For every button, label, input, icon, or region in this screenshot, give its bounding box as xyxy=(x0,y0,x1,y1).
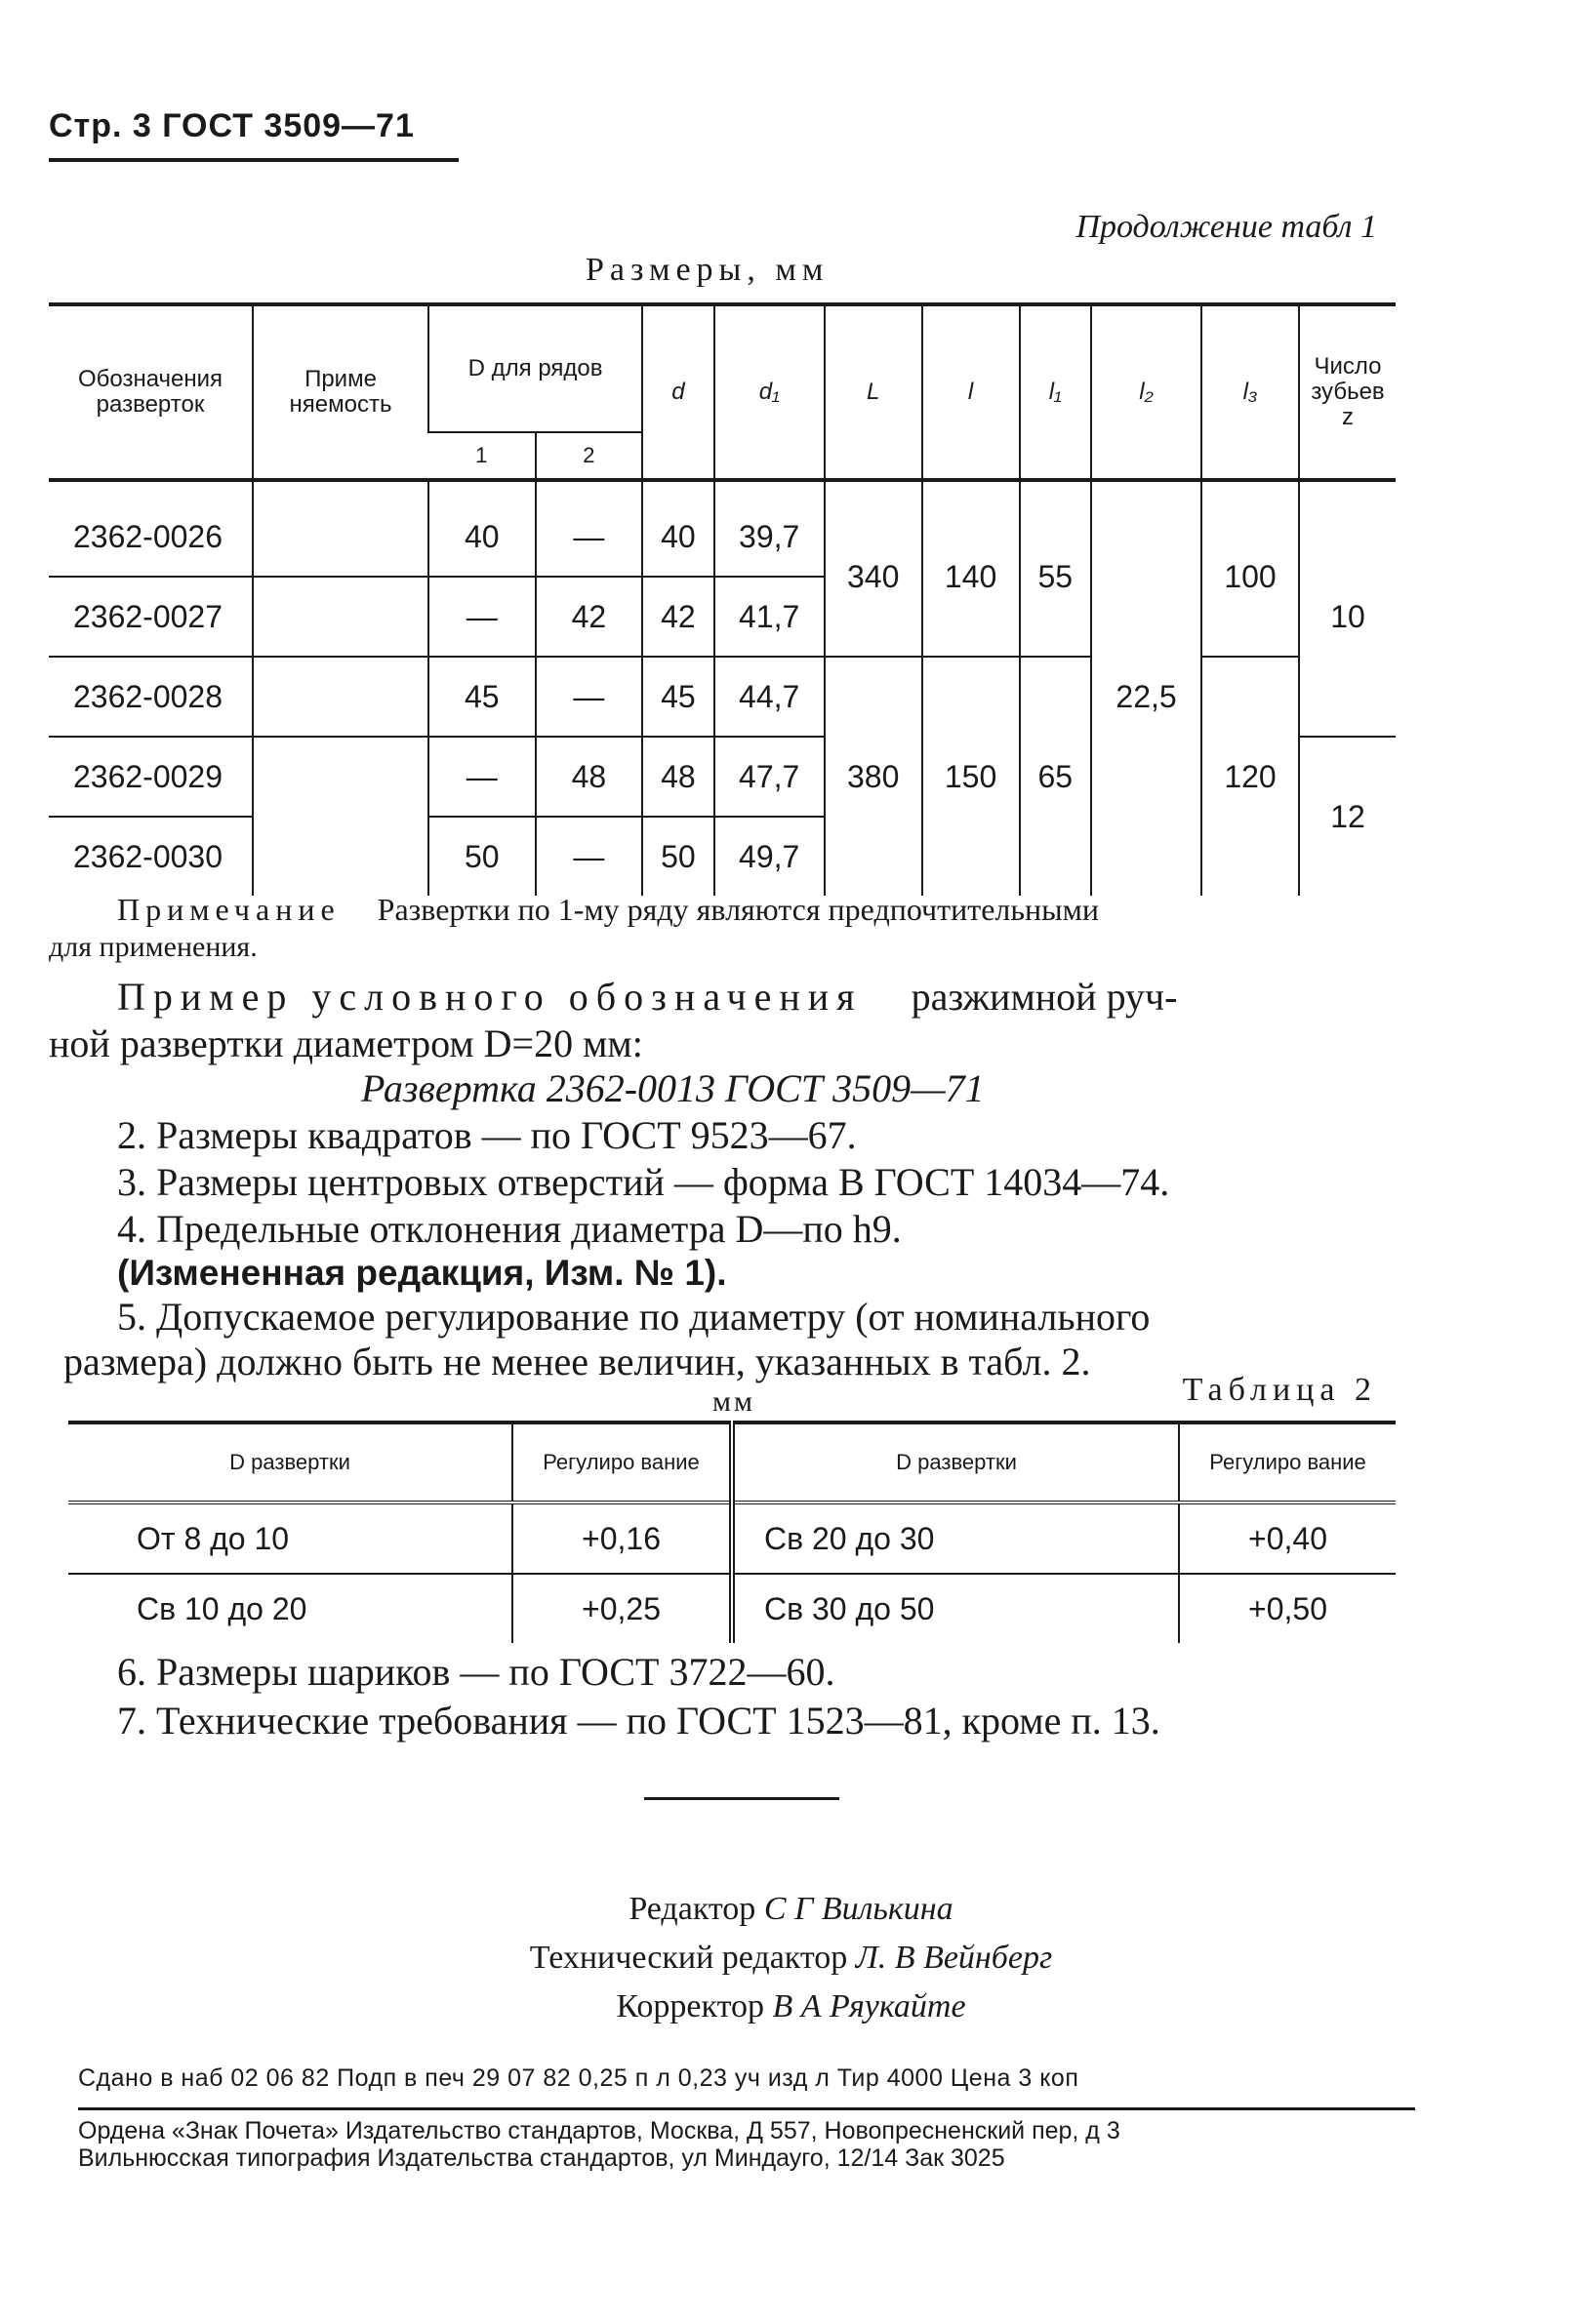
table1-units: Размеры, мм xyxy=(586,252,830,288)
note-label: Примечание xyxy=(117,892,341,927)
cell2-d-left: Св 10 до 20 xyxy=(137,1590,307,1626)
cell2-d-right: Св 20 до 30 xyxy=(732,1503,1179,1574)
cell-d: 42 xyxy=(642,577,714,657)
cell-d1: 49,7 xyxy=(714,817,825,896)
table2-units: мм xyxy=(712,1385,755,1418)
cell-d1: 47,7 xyxy=(714,737,825,817)
imprint-rule xyxy=(78,2107,1415,2110)
cell-code: 2362-0030 xyxy=(72,838,223,874)
example-line-1 xyxy=(117,974,1405,1021)
cell-D1: — xyxy=(428,737,536,817)
cell-d: 45 xyxy=(642,657,714,737)
cell-d1: 44,7 xyxy=(714,657,825,737)
cell-l: 140 xyxy=(922,480,1020,657)
th-l: l xyxy=(922,304,1020,480)
table1-continuation-label: Продолжение табл 1 xyxy=(1075,209,1377,245)
cell2-d-right: Св 30 до 50 xyxy=(732,1574,1179,1643)
cell-code: 2362-0029 xyxy=(49,737,253,817)
cell-code: 2362-0027 xyxy=(49,577,253,657)
cell-D1: 40 xyxy=(428,480,536,577)
example-line-2: ной развертки диаметром D=20 мм: xyxy=(49,1022,643,1065)
cell-D1: — xyxy=(428,577,536,657)
cell-l1: 65 xyxy=(1020,657,1092,896)
credit-tech-editor xyxy=(0,1940,1582,1977)
th-l3: l₃ xyxy=(1201,304,1299,480)
corrector-label: Корректор xyxy=(616,1988,764,2024)
th-teeth: Число зубьев z xyxy=(1299,304,1396,480)
th-D-group: D для рядов xyxy=(428,304,642,432)
item-4: 4. Предельные отклонения диаметра D—по h9. xyxy=(117,1207,902,1251)
th-L: L xyxy=(825,304,922,480)
th-l2: l₂ xyxy=(1091,304,1201,480)
th-D-row1: 1 xyxy=(428,432,536,480)
table-row xyxy=(68,1503,1396,1574)
th2-d-right: D развертки xyxy=(732,1422,1179,1503)
cell-L: 340 xyxy=(825,480,922,657)
example-designation: Развертка 2362-0013 ГОСТ 3509—71 xyxy=(361,1066,985,1110)
table2 xyxy=(68,1421,1396,1643)
th-D-row2: 2 xyxy=(536,432,643,480)
tech-editor-label: Технический редактор xyxy=(529,1940,848,1976)
cell-teeth: 10 xyxy=(1299,480,1396,737)
cell-D2: 48 xyxy=(536,737,643,817)
cell-code: 2362-0026 xyxy=(49,480,253,577)
credit-corrector xyxy=(0,1988,1582,2025)
cell-applicability xyxy=(253,480,428,577)
item-3: 3. Размеры центровых отверстий — форма В ГОСТ 14034—74. xyxy=(117,1160,1170,1204)
cell-l2: 22,5 xyxy=(1091,480,1201,896)
note-text: Развертки по 1-му ряду являются предпочтительными xyxy=(377,892,1099,927)
editor-label: Редактор xyxy=(629,1891,756,1927)
imprint-line-3: Вильнюсская типография Издательства стандартов, ул Миндауго, 12/14 Зак 3025 xyxy=(78,2144,1005,2172)
cell-D1: 45 xyxy=(428,657,536,737)
cell2-d-left: От 8 до 10 xyxy=(68,1503,512,1574)
note-text-continued: для применения. xyxy=(49,931,258,963)
imprint-line-2: Ордена «Знак Почета» Издательство стандартов, Москва, Д 557, Новопресненский пер, д 3 xyxy=(78,2117,1120,2144)
imprint-line-1: Сдано в наб 02 06 82 Подп в печ 29 07 82 0,25 п л 0,23 уч изд л Тир 4000 Цена 3 коп xyxy=(78,2064,1079,2092)
tech-editor-name: Л. В Вейнберг xyxy=(855,1940,1053,1976)
corrector-name: В А Ряукайте xyxy=(772,1988,966,2024)
example-heading: Пример условного обозначения xyxy=(117,975,863,1019)
cell-l1: 55 xyxy=(1020,480,1092,657)
th-l1: l₁ xyxy=(1020,304,1092,480)
item-4-amendment: (Измененная редакция, Изм. № 1). xyxy=(117,1253,727,1293)
th-applicability: Приме няемость xyxy=(253,304,428,480)
example-heading-tail: разжимной руч- xyxy=(911,975,1178,1019)
cell-code: 2362-0028 xyxy=(49,657,253,737)
cell-L: 380 xyxy=(825,657,922,896)
cell-D2: — xyxy=(536,657,643,737)
th2-reg-left: Регулиро вание xyxy=(512,1422,732,1503)
th2-reg-right: Регулиро вание xyxy=(1179,1422,1396,1503)
table1-note xyxy=(117,892,1396,928)
th2-d-left: D развертки xyxy=(229,1450,350,1474)
cell2-reg-left: +0,25 xyxy=(512,1574,732,1643)
cell-D2: — xyxy=(536,480,643,577)
cell-D2: — xyxy=(536,817,643,896)
header-rule xyxy=(49,158,459,162)
table-row xyxy=(49,480,1396,577)
cell-l: 150 xyxy=(922,657,1020,896)
cell-applicability xyxy=(253,737,428,817)
item-7: 7. Технические требования — по ГОСТ 1523—81, кроме п. 13. xyxy=(117,1699,1160,1743)
cell2-reg-left: +0,16 xyxy=(512,1503,732,1574)
cell-D1: 50 xyxy=(428,817,536,896)
cell-d: 50 xyxy=(642,817,714,896)
item-2: 2. Размеры квадратов — по ГОСТ 9523—67. xyxy=(117,1113,857,1157)
cell-applicability xyxy=(253,577,428,657)
th-d: d xyxy=(642,304,714,480)
cell-d: 40 xyxy=(642,480,714,577)
cell-d1: 39,7 xyxy=(714,480,825,577)
item-5-line-1: 5. Допускаемое регулирование по диаметру (от номинального xyxy=(117,1295,1151,1339)
item-6: 6. Размеры шариков — по ГОСТ 3722—60. xyxy=(117,1650,835,1694)
editor-name: С Г Вилькина xyxy=(763,1891,953,1927)
cell-applicability xyxy=(253,817,428,896)
cell-d1: 41,7 xyxy=(714,577,825,657)
cell-l3: 120 xyxy=(1201,657,1299,896)
cell-D2: 42 xyxy=(536,577,643,657)
item-5-line-2: размера) должно быть не менее величин, указанных в табл. 2. xyxy=(63,1340,1091,1383)
th-designation: Обозначения разверток xyxy=(77,366,223,418)
table-row xyxy=(68,1574,1396,1643)
cell-l3: 100 xyxy=(1201,480,1299,657)
page-header: Стр. 3 ГОСТ 3509—71 xyxy=(49,107,415,144)
th-d1: d₁ xyxy=(714,304,825,480)
cell-applicability xyxy=(253,657,428,737)
cell-d: 48 xyxy=(642,737,714,817)
cell2-reg-right: +0,50 xyxy=(1179,1574,1396,1643)
table1 xyxy=(49,302,1396,896)
cell2-reg-right: +0,40 xyxy=(1179,1503,1396,1574)
section-divider xyxy=(644,1797,839,1800)
credit-editor xyxy=(0,1891,1582,1928)
table2-label: Таблица 2 xyxy=(1182,1372,1377,1408)
cell-teeth: 12 xyxy=(1299,737,1396,896)
